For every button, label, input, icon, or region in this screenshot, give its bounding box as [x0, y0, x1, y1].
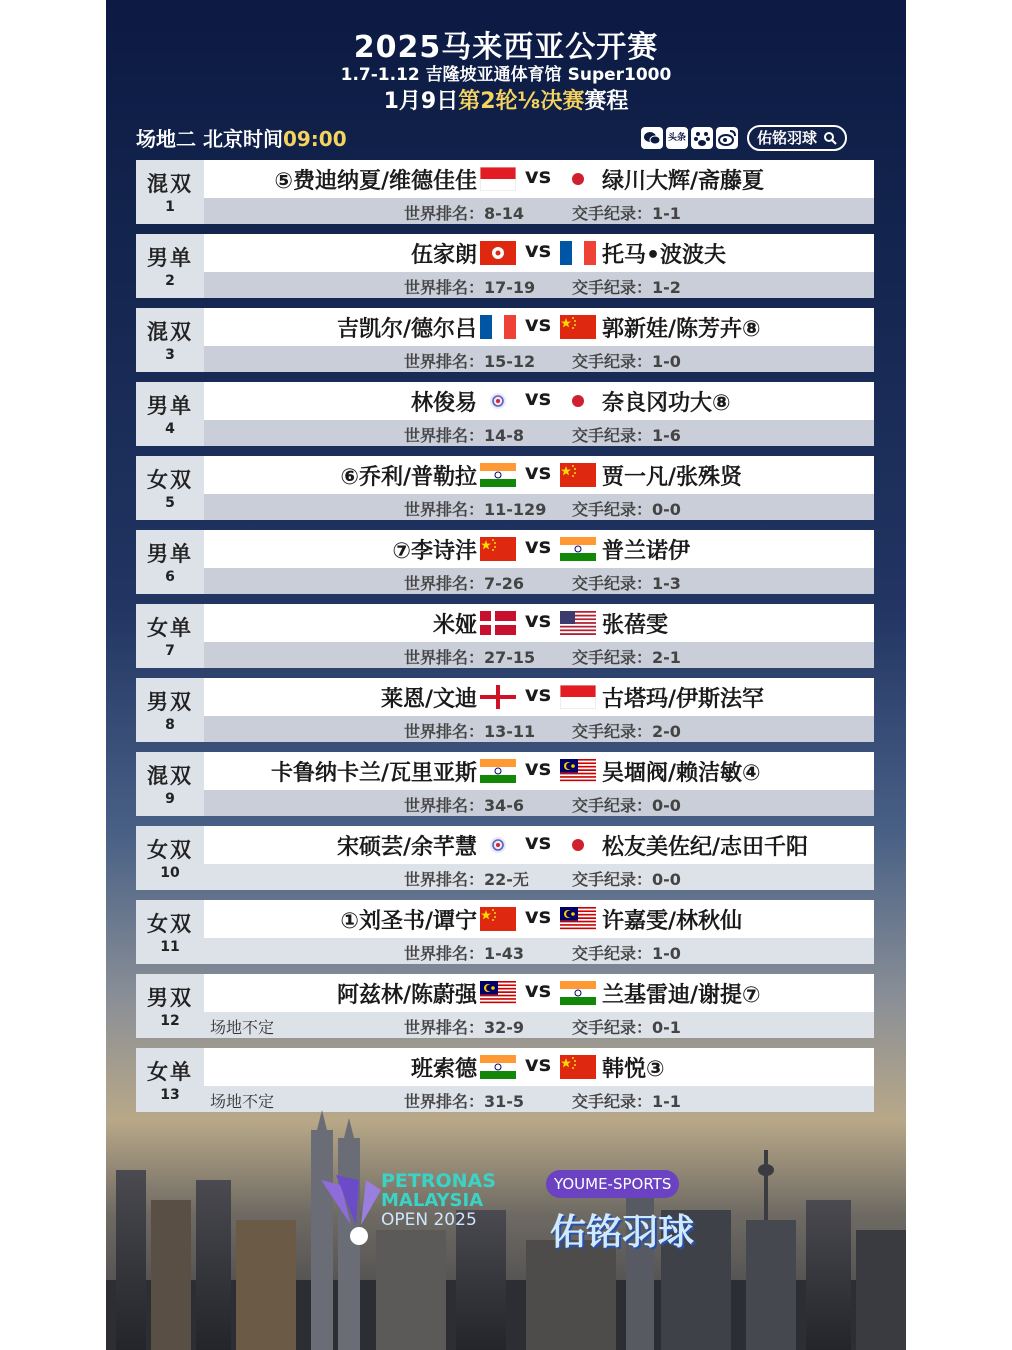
world-ranking	[404, 867, 529, 890]
match-row	[136, 974, 874, 1038]
baidu-icon	[691, 127, 713, 149]
petronas-malaysia-open-logo	[311, 1170, 511, 1260]
left-player: ⑥乔利/普勒拉	[340, 465, 477, 490]
h2h-prefix: 交手纪录：	[572, 944, 653, 963]
match-players	[204, 308, 874, 346]
social-bar	[641, 125, 847, 151]
match-number: 8	[165, 717, 175, 733]
match-number: 12	[160, 1013, 180, 1029]
match-players	[204, 530, 874, 568]
match-category	[136, 456, 204, 520]
rank-value: 32-9	[484, 1018, 525, 1037]
rank-prefix: 世界排名：	[404, 278, 485, 297]
head-to-head	[572, 497, 681, 520]
vs-label: vs	[524, 904, 552, 928]
category-label: 男双	[147, 690, 193, 714]
match-row	[136, 826, 874, 890]
right-player: 古塔玛/伊斯法罕	[602, 687, 765, 712]
match-row	[136, 456, 874, 520]
world-ranking	[404, 497, 546, 520]
h2h-prefix: 交手纪录：	[572, 574, 653, 593]
h2h-prefix: 交手纪录：	[572, 278, 653, 297]
match-row	[136, 160, 874, 224]
chinese-taipei-flag-icon	[480, 389, 516, 413]
match-category	[136, 752, 204, 816]
h2h-prefix: 交手纪录：	[572, 722, 653, 741]
match-category	[136, 678, 204, 742]
right-player: 贾一凡/张殊贤	[602, 465, 743, 490]
vs-label: vs	[524, 682, 552, 706]
world-ranking	[404, 1089, 524, 1112]
rank-value: 14-8	[484, 426, 525, 445]
h2h-value: 1-2	[652, 278, 681, 297]
head-to-head	[572, 1015, 681, 1038]
match-players	[204, 160, 874, 198]
france-flag-icon	[480, 315, 516, 339]
head-to-head	[572, 645, 681, 668]
h2h-value: 0-1	[652, 1018, 681, 1037]
head-to-head	[572, 275, 681, 298]
match-players	[204, 456, 874, 494]
h2h-value: 0-0	[652, 500, 681, 519]
category-label: 男单	[147, 394, 193, 418]
rank-value: 1-43	[484, 944, 525, 963]
match-stats	[204, 716, 874, 742]
rank-prefix: 世界排名：	[404, 722, 485, 741]
match-category	[136, 234, 204, 298]
h2h-value: 1-1	[652, 1092, 681, 1111]
malaysia-flag-icon	[560, 907, 596, 931]
match-stats	[204, 642, 874, 668]
match-players	[204, 900, 874, 938]
india-flag-icon	[560, 981, 596, 1005]
rank-prefix: 世界排名：	[404, 796, 485, 815]
brand-name: 佑铭羽球	[757, 129, 818, 147]
match-stats	[204, 568, 874, 594]
left-player: 宋硕芸/余芊慧	[336, 835, 477, 860]
h2h-value: 1-3	[652, 574, 681, 593]
h2h-prefix: 交手纪录：	[572, 426, 653, 445]
china-flag-icon	[560, 1055, 596, 1079]
england-flag-icon	[480, 685, 516, 709]
match-number: 10	[160, 865, 180, 881]
h2h-prefix: 交手纪录：	[572, 204, 653, 223]
china-flag-icon	[560, 315, 596, 339]
match-category	[136, 530, 204, 594]
france-flag-icon	[560, 241, 596, 265]
left-player: ①刘圣书/谭宁	[340, 909, 477, 934]
h2h-value: 0-0	[652, 870, 681, 889]
rank-prefix: 世界排名：	[404, 648, 485, 667]
japan-flag-icon	[560, 167, 596, 191]
brand-search-pill[interactable]	[747, 125, 847, 151]
match-players	[204, 752, 874, 790]
h2h-prefix: 交手纪录：	[572, 500, 653, 519]
left-player: 莱恩/文迪	[380, 687, 477, 712]
rank-prefix: 世界排名：	[404, 500, 485, 519]
rank-value: 8-14	[484, 204, 525, 223]
match-row	[136, 752, 874, 816]
match-stats	[204, 272, 874, 298]
right-player: 郭新娃/陈芳卉⑧	[602, 317, 761, 342]
court-note: 场地不定	[210, 1092, 275, 1111]
match-number: 6	[165, 569, 175, 585]
vs-label: vs	[524, 238, 552, 262]
left-player: 林俊易	[410, 391, 477, 416]
world-ranking	[404, 719, 535, 742]
h2h-value: 0-0	[652, 796, 681, 815]
category-label: 女双	[147, 838, 193, 862]
match-players	[204, 826, 874, 864]
match-number: 13	[160, 1087, 180, 1103]
court-note: 场地不定	[210, 1018, 275, 1037]
h2h-value: 1-0	[652, 944, 681, 963]
denmark-flag-icon	[480, 611, 516, 635]
world-ranking	[404, 275, 535, 298]
rank-prefix: 世界排名：	[404, 1092, 485, 1111]
head-to-head	[572, 571, 681, 594]
round-heading	[106, 84, 906, 115]
rank-prefix: 世界排名：	[404, 1018, 485, 1037]
right-player: 兰基雷迪/谢提⑦	[602, 983, 761, 1008]
youme-top-label: YOUME-SPORTS	[546, 1170, 679, 1198]
japan-flag-icon	[560, 389, 596, 413]
match-row	[136, 530, 874, 594]
petronas-line1: PETRONAS	[381, 1170, 496, 1192]
world-ranking	[404, 201, 524, 224]
world-ranking	[404, 571, 524, 594]
match-players	[204, 382, 874, 420]
category-label: 混双	[147, 172, 193, 196]
vs-label: vs	[524, 830, 552, 854]
japan-flag-icon	[560, 833, 596, 857]
h2h-prefix: 交手纪录：	[572, 1092, 653, 1111]
match-stats	[204, 198, 874, 224]
match-stats	[204, 790, 874, 816]
search-icon	[823, 131, 837, 145]
h2h-value: 1-6	[652, 426, 681, 445]
vs-label: vs	[524, 534, 552, 558]
world-ranking	[404, 793, 524, 816]
match-stats	[204, 1012, 874, 1038]
left-player: 阿兹林/陈蔚强	[336, 983, 477, 1008]
h2h-prefix: 交手纪录：	[572, 796, 653, 815]
h2h-prefix: 交手纪录：	[572, 1018, 653, 1037]
youme-cn-label: 佑铭羽球	[550, 1212, 695, 1253]
match-number: 1	[165, 199, 175, 215]
schedule-poster	[106, 0, 906, 1350]
head-to-head	[572, 941, 681, 964]
match-category	[136, 308, 204, 372]
rank-prefix: 世界排名：	[404, 352, 485, 371]
china-flag-icon	[480, 907, 516, 931]
usa-flag-icon	[560, 611, 596, 635]
venue-time	[136, 123, 347, 152]
india-flag-icon	[480, 759, 516, 783]
match-category	[136, 974, 204, 1038]
left-player: 吉凯尔/德尔吕	[336, 317, 477, 342]
match-stats	[204, 1086, 874, 1112]
h2h-prefix: 交手纪录：	[572, 870, 653, 889]
head-to-head	[572, 867, 681, 890]
vs-label: vs	[524, 1052, 552, 1076]
match-number: 3	[165, 347, 175, 363]
category-label: 女双	[147, 468, 193, 492]
rank-value: 13-11	[484, 722, 536, 741]
h2h-prefix: 交手纪录：	[572, 648, 653, 667]
vs-label: vs	[524, 164, 552, 188]
vs-label: vs	[524, 312, 552, 336]
rank-value: 22-无	[484, 870, 529, 889]
wechat-icon	[641, 127, 663, 149]
rank-value: 27-15	[484, 648, 536, 667]
match-number: 2	[165, 273, 175, 289]
match-number: 11	[160, 939, 180, 955]
malaysia-flag-icon	[480, 981, 516, 1005]
match-number: 7	[165, 643, 175, 659]
match-row	[136, 234, 874, 298]
india-flag-icon	[560, 537, 596, 561]
right-player: 奈良冈功大⑧	[602, 391, 731, 416]
category-label: 女单	[147, 1060, 193, 1084]
left-player: ⑦李诗沣	[392, 539, 477, 564]
match-category	[136, 604, 204, 668]
china-flag-icon	[560, 463, 596, 487]
category-label: 混双	[147, 764, 193, 788]
head-to-head	[572, 349, 681, 372]
match-category	[136, 1048, 204, 1112]
match-players	[204, 974, 874, 1012]
round-date: 1月9日	[383, 89, 459, 114]
h2h-value: 2-1	[652, 648, 681, 667]
vs-label: vs	[524, 386, 552, 410]
world-ranking	[404, 349, 535, 372]
rank-value: 15-12	[484, 352, 536, 371]
right-player: 韩悦③	[602, 1057, 665, 1082]
start-time: 09:00	[282, 127, 347, 151]
head-to-head	[572, 719, 681, 742]
match-players	[204, 678, 874, 716]
rank-value: 11-129	[484, 500, 547, 519]
right-player: 张蓓雯	[602, 613, 669, 638]
vs-label: vs	[524, 978, 552, 1002]
malaysia-flag-icon	[560, 759, 596, 783]
category-label: 男双	[147, 986, 193, 1010]
rank-prefix: 世界排名：	[404, 426, 485, 445]
youme-sports-logo	[546, 1168, 716, 1258]
indonesia-flag-icon	[560, 685, 596, 709]
h2h-value: 1-0	[652, 352, 681, 371]
right-player: 绿川大辉/斋藤夏	[602, 169, 765, 194]
rank-prefix: 世界排名：	[404, 944, 485, 963]
left-player: 班索德	[410, 1057, 477, 1082]
match-number: 5	[165, 495, 175, 511]
category-label: 混双	[147, 320, 193, 344]
rank-prefix: 世界排名：	[404, 870, 485, 889]
rank-value: 34-6	[484, 796, 525, 815]
category-label: 男单	[147, 542, 193, 566]
match-row	[136, 1048, 874, 1112]
page-title: 2025马来西亚公开赛	[353, 30, 659, 65]
match-category	[136, 900, 204, 964]
match-players	[204, 604, 874, 642]
rank-value: 31-5	[484, 1092, 525, 1111]
match-category	[136, 382, 204, 446]
head-to-head	[572, 793, 681, 816]
chinese-taipei-flag-icon	[480, 833, 516, 857]
category-label: 女双	[147, 912, 193, 936]
rank-prefix: 世界排名：	[404, 204, 485, 223]
rank-prefix: 世界排名：	[404, 574, 485, 593]
match-row	[136, 900, 874, 964]
match-row	[136, 308, 874, 372]
round-stage: 第2轮⅛决赛	[458, 89, 585, 114]
left-player: 卡鲁纳卡兰/瓦里亚斯	[270, 761, 477, 786]
left-player: 米娅	[432, 613, 477, 638]
h2h-prefix: 交手纪录：	[572, 352, 653, 371]
petronas-line3: OPEN 2025	[381, 1210, 477, 1230]
category-label: 男单	[147, 246, 193, 270]
match-category	[136, 160, 204, 224]
world-ranking	[404, 423, 524, 446]
left-player: 伍家朗	[410, 243, 477, 268]
shuttlecock-logo-icon	[311, 1170, 391, 1250]
match-stats	[204, 420, 874, 446]
world-ranking	[404, 941, 524, 964]
right-player: 松友美佐纪/志田千阳	[602, 835, 809, 860]
match-row	[136, 604, 874, 668]
match-stats	[204, 938, 874, 964]
h2h-value: 1-1	[652, 204, 681, 223]
weibo-icon	[716, 127, 738, 149]
event-subtitle: 1.7-1.12 吉隆坡亚通体育馆 Super1000	[340, 65, 672, 85]
head-to-head	[572, 1089, 681, 1112]
head-to-head	[572, 201, 681, 224]
china-flag-icon	[480, 537, 516, 561]
vs-label: vs	[524, 608, 552, 632]
right-player: 许嘉雯/林秋仙	[602, 909, 743, 934]
h2h-value: 2-0	[652, 722, 681, 741]
vs-label: vs	[524, 460, 552, 484]
rank-value: 17-19	[484, 278, 536, 297]
match-number: 4	[165, 421, 175, 437]
left-player: ⑤费迪纳夏/维德佳佳	[274, 169, 477, 194]
match-stats	[204, 864, 874, 890]
match-row	[136, 382, 874, 446]
india-flag-icon	[480, 1055, 516, 1079]
match-players	[204, 1048, 874, 1086]
match-row	[136, 678, 874, 742]
india-flag-icon	[480, 463, 516, 487]
right-player: 普兰诺伊	[602, 539, 691, 564]
hongkong-flag-icon	[480, 241, 516, 265]
round-suffix: 赛程	[584, 89, 629, 114]
match-stats	[204, 494, 874, 520]
world-ranking	[404, 645, 535, 668]
venue-label: 场地二 北京时间	[136, 127, 283, 151]
match-category	[136, 826, 204, 890]
category-label: 女单	[147, 616, 193, 640]
vs-label: vs	[524, 756, 552, 780]
match-number: 9	[165, 791, 175, 807]
world-ranking	[404, 1015, 524, 1038]
right-player: 吴堌阀/赖洁敏④	[602, 761, 761, 786]
right-player: 托马•波波夫	[602, 243, 727, 268]
rank-value: 7-26	[484, 574, 525, 593]
match-players	[204, 234, 874, 272]
head-to-head	[572, 423, 681, 446]
match-stats	[204, 346, 874, 372]
toutiao-icon: 头条	[666, 127, 688, 149]
indonesia-flag-icon	[480, 167, 516, 191]
petronas-line2: MALAYSIA	[381, 1190, 484, 1211]
